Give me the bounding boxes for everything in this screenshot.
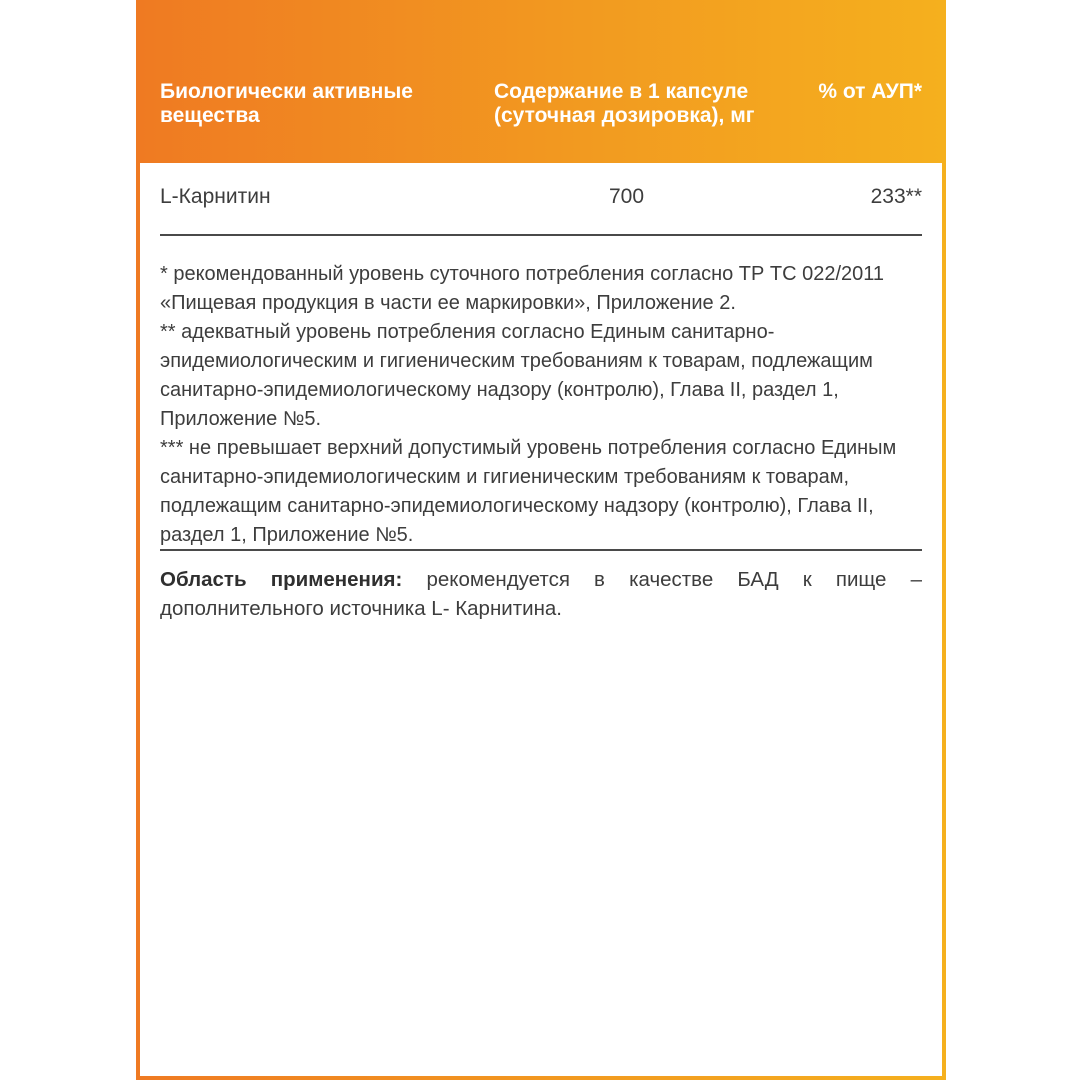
usage-section [160, 565, 922, 623]
usage-text: рекомендуется в качестве БАД к пище – дополнительного источника L- Карнитина. [160, 568, 923, 620]
header-content-per-capsule: Содержание в 1 капсуле (суточная дозировка), мг [494, 80, 755, 127]
divider-notes [160, 549, 922, 551]
footnotes [160, 260, 922, 550]
substance-amount: 700 [609, 185, 645, 208]
divider-table [160, 234, 922, 236]
substance-name: L-Карнитин [160, 185, 271, 208]
footnote-1: * рекомендованный уровень суточного потребления согласно ТР ТС 022/2011 «Пищевая продукция в части ее маркировки», Приложение 2. [160, 263, 885, 314]
table-row [160, 185, 922, 215]
table-header [136, 0, 946, 163]
footnote-2: ** адекватный уровень потребления согласно Единым санитарно-эпидемиологическим и гигиеническим требованиям к товарам, подлежащим санитарно-эпидемиологическому надзору (контролю), Глава II, раздел 1, Приложение №5. [160, 321, 873, 430]
footnote-3: *** не превышает верхний допустимый уровень потребления согласно Единым санитарно-эпидемиологическим и гигиеническим требованиям к товарам, подлежащим санитарно-эпидемиологическому надзору (контролю), Глава II, раздел 1, Приложение №5. [160, 437, 897, 546]
substance-percent: 233** [870, 185, 922, 208]
header-substances: Биологически активные вещества [160, 80, 413, 127]
header-percent-aup: % от АУП* [818, 80, 922, 103]
usage-label: Область применения: [160, 568, 403, 591]
